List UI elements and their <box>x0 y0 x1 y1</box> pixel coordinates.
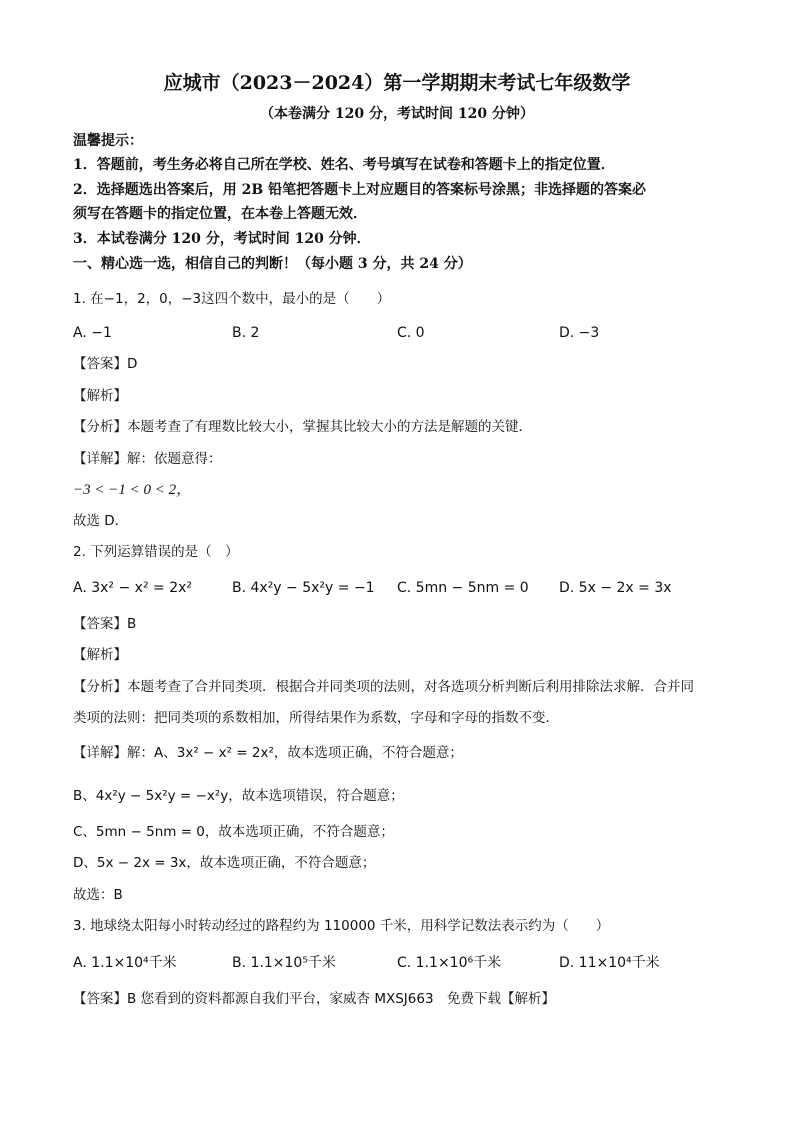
page-title: 应城市（2023－2024）第一学期期末考试七年级数学 <box>163 72 631 94</box>
q1-option-c: C. 0 <box>397 325 425 341</box>
q2-detail-d: D、5x − 2x = 3x，故本选项正确，不符合题意； <box>73 855 376 871</box>
q1-fenxi: 【分析】本题考查了有理数比较大小，掌握其比较大小的方法是解题的关键． <box>73 419 532 435</box>
q1-analysis-label: 【解析】 <box>73 388 127 404</box>
section-heading: 一、精心选一选，相信自己的判断！（每小题 3 分，共 24 分） <box>73 256 472 272</box>
tip-item-2: 2．选择题选出答案后，用 2B 铅笔把答题卡上对应题目的答案标号涂黑；非选择题的答案必 <box>73 182 647 198</box>
q2-option-b: B. 4x²y − 5x²y = −1 <box>232 580 375 596</box>
q1-conclusion: 故选 D． <box>73 513 129 529</box>
q2-answer: 【答案】B <box>73 616 137 632</box>
q2-detail-b: B、4x²y − 5x²y = −x²y，故本选项错误，符合题意； <box>73 788 404 804</box>
tip-item-3: 3．本试卷满分 120 分，考试时间 120 分钟． <box>73 231 371 247</box>
q2-stem: 2. 下列运算错误的是（ ） <box>73 544 239 560</box>
q1-math: −3 < −1 < 0 < 2， <box>73 482 192 498</box>
tip-item-2-cont: 须写在答题卡的指定位置，在本卷上答题无效． <box>73 206 367 222</box>
q2-option-c: C. 5mn − 5nm = 0 <box>397 580 529 596</box>
q2-detail-a: 【详解】解：A、3x² − x² = 2x²，故本选项正确，不符合题意； <box>73 745 463 761</box>
q1-detail: 【详解】解：依题意得： <box>73 451 222 467</box>
q1-option-d: D. −3 <box>559 325 600 341</box>
q3-stem: 3. 地球绕太阳每小时转动经过的路程约为 110000 千米，用科学记数法表示约为（ ） <box>73 918 610 934</box>
q1-option-b: B. 2 <box>232 325 260 341</box>
q1-option-a: A. −1 <box>73 325 112 341</box>
q3-answer-line: 【答案】B 您看到的资料都源自我们平台，家威杏 MXSJ663 免费下载【解析】 <box>73 991 556 1007</box>
tip-item-1: 1．答题前，考生务必将自己所在学校、姓名、考号填写在试卷和答题卡上的指定位置． <box>73 157 615 173</box>
q3-option-c: C. 1.1×10⁶千米 <box>397 955 502 971</box>
q1-answer: 【答案】D <box>73 356 138 372</box>
q2-option-d: D. 5x − 2x = 3x <box>559 580 672 596</box>
q2-conclusion: 故选：B <box>73 887 123 903</box>
q3-option-a: A. 1.1×10⁴千米 <box>73 955 177 971</box>
q3-option-b: B. 1.1×10⁵千米 <box>232 955 336 971</box>
q2-option-a: A. 3x² − x² = 2x² <box>73 580 192 596</box>
q1-stem: 1. 在−1，2，0，−3这四个数中，最小的是（ ） <box>73 291 391 307</box>
tips-heading: 温馨提示： <box>73 133 143 149</box>
q2-detail-c: C、5mn − 5nm = 0，故本选项正确，不符合题意； <box>73 824 394 840</box>
q2-fenxi-line-2: 类项的法则：把同类项的系数相加，所得结果作为系数，字母和字母的指数不变． <box>73 710 559 726</box>
page-subtitle: （本卷满分 120 分，考试时间 120 分钟） <box>260 106 534 122</box>
q3-option-d: D. 11×10⁴千米 <box>559 955 660 971</box>
q2-analysis-label: 【解析】 <box>73 647 127 663</box>
q2-fenxi-line-1: 【分析】本题考查了合并同类项．根据合并同类项的法则，对各选项分析判断后利用排除法求解．合并同 <box>73 679 694 695</box>
